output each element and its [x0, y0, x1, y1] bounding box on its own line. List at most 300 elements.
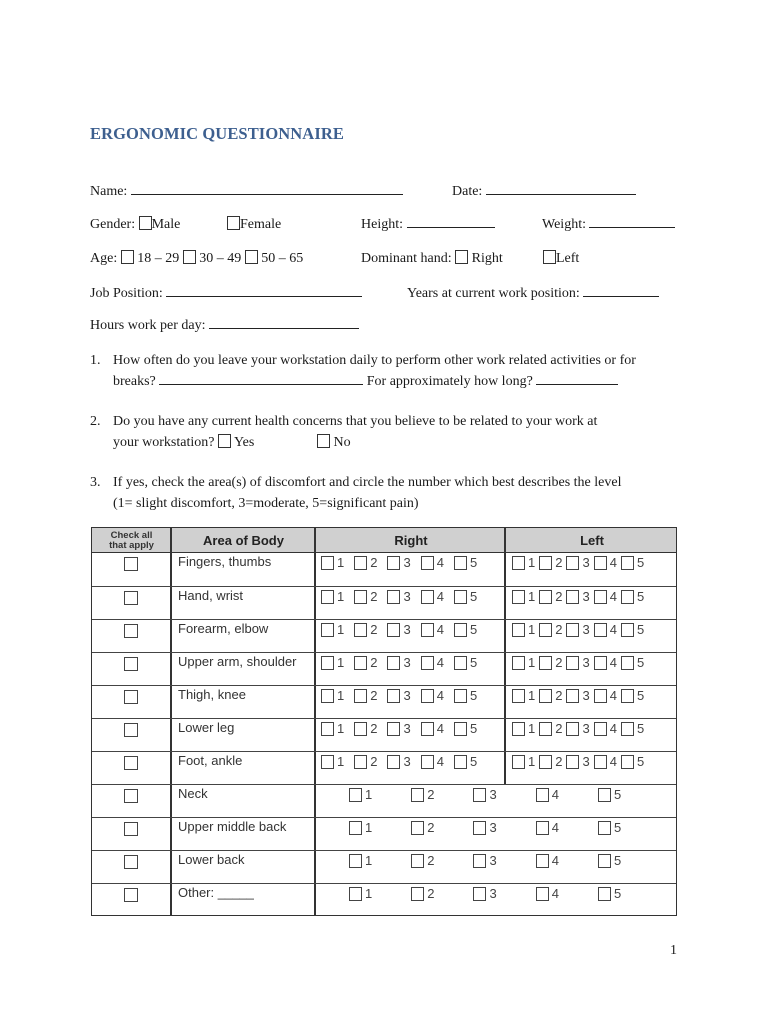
right-level-5-option[interactable] — [454, 721, 477, 736]
table-row — [92, 685, 676, 718]
left-level-1-option[interactable] — [512, 688, 535, 703]
question-1 — [90, 350, 690, 394]
level-number: 5 — [636, 688, 645, 703]
level-checkbox[interactable] — [473, 821, 486, 835]
left-scale — [512, 655, 648, 670]
level-checkbox[interactable] — [512, 755, 525, 769]
central-level-1-option[interactable] — [349, 853, 372, 868]
level-checkbox[interactable] — [512, 556, 525, 570]
level-number: 3 — [403, 589, 411, 604]
level-checkbox[interactable] — [512, 623, 525, 637]
central-level-2-option[interactable] — [411, 787, 434, 802]
level-checkbox[interactable] — [421, 590, 434, 604]
level-checkbox[interactable] — [536, 854, 549, 868]
right-level-3-option[interactable] — [387, 721, 410, 736]
name-row — [90, 183, 403, 200]
left-level-2-option[interactable] — [539, 622, 562, 637]
level-number: 3 — [489, 820, 497, 835]
level-checkbox[interactable] — [421, 722, 434, 736]
right-level-1-option[interactable] — [321, 721, 344, 736]
height-field[interactable] — [407, 216, 495, 228]
left-level-2-option[interactable] — [539, 555, 562, 570]
level-checkbox[interactable] — [473, 887, 486, 901]
right-level-1-option[interactable] — [321, 754, 344, 769]
level-checkbox[interactable] — [354, 722, 367, 736]
level-checkbox[interactable] — [387, 623, 400, 637]
age-50-65-checkbox[interactable] — [245, 250, 258, 264]
check-area-checkbox[interactable] — [124, 888, 138, 902]
level-checkbox[interactable] — [594, 656, 607, 670]
dominant-right-checkbox[interactable] — [455, 250, 468, 264]
level-checkbox[interactable] — [539, 689, 552, 703]
gender-female-checkbox[interactable] — [227, 216, 240, 230]
right-level-1-option[interactable] — [321, 622, 344, 637]
central-scale — [349, 853, 660, 868]
level-number: 2 — [370, 622, 378, 637]
level-checkbox[interactable] — [354, 656, 367, 670]
level-number: 3 — [582, 688, 590, 703]
left-level-1-option[interactable] — [512, 555, 535, 570]
right-level-4-option[interactable] — [421, 555, 444, 570]
level-number: 4 — [609, 589, 617, 604]
level-checkbox[interactable] — [321, 755, 334, 769]
left-level-1-option[interactable] — [512, 754, 535, 769]
level-checkbox[interactable] — [421, 689, 434, 703]
level-number: 4 — [609, 754, 617, 769]
right-level-3-option[interactable] — [387, 555, 410, 570]
left-level-4-option[interactable] — [594, 688, 617, 703]
level-number: 1 — [528, 754, 536, 769]
age-50-65-label: 50 – 65 — [261, 251, 304, 266]
level-number: 2 — [555, 688, 563, 703]
level-checkbox[interactable] — [354, 590, 367, 604]
level-checkbox[interactable] — [566, 556, 579, 570]
level-checkbox[interactable] — [387, 722, 400, 736]
right-level-4-option[interactable] — [421, 622, 444, 637]
level-checkbox[interactable] — [598, 854, 611, 868]
left-level-5-option[interactable] — [621, 589, 644, 604]
header-left: Left — [580, 533, 604, 548]
level-checkbox[interactable] — [621, 755, 634, 769]
left-level-4-option[interactable] — [594, 655, 617, 670]
right-level-3-option[interactable] — [387, 688, 410, 703]
job-position-label: Job Position: — [90, 286, 163, 301]
age-18-29-checkbox[interactable] — [121, 250, 134, 264]
level-checkbox[interactable] — [349, 854, 362, 868]
right-level-2-option[interactable] — [354, 688, 377, 703]
level-number: 2 — [427, 820, 435, 835]
central-level-2-option[interactable] — [411, 820, 434, 835]
level-checkbox[interactable] — [454, 556, 467, 570]
left-level-3-option[interactable] — [566, 555, 589, 570]
central-scale — [349, 787, 660, 802]
level-checkbox[interactable] — [321, 623, 334, 637]
central-level-5-option[interactable] — [598, 820, 621, 835]
level-number: 2 — [370, 721, 378, 736]
right-scale — [321, 754, 487, 769]
right-level-5-option[interactable] — [454, 555, 477, 570]
level-checkbox[interactable] — [349, 887, 362, 901]
left-level-2-option[interactable] — [539, 754, 562, 769]
level-number: 4 — [609, 622, 617, 637]
level-checkbox[interactable] — [454, 755, 467, 769]
level-checkbox[interactable] — [594, 556, 607, 570]
years-row — [407, 285, 659, 302]
level-checkbox[interactable] — [539, 656, 552, 670]
level-number: 3 — [582, 622, 590, 637]
left-level-4-option[interactable] — [594, 754, 617, 769]
level-number: 1 — [337, 688, 345, 703]
level-number: 2 — [555, 622, 563, 637]
level-checkbox[interactable] — [349, 821, 362, 835]
header-check-all-line1: Check all — [110, 529, 153, 541]
left-scale — [512, 589, 648, 604]
level-number: 5 — [636, 721, 645, 736]
left-level-4-option[interactable] — [594, 589, 617, 604]
level-checkbox[interactable] — [454, 689, 467, 703]
hours-field[interactable] — [209, 317, 359, 329]
left-level-4-option[interactable] — [594, 555, 617, 570]
level-checkbox[interactable] — [321, 590, 334, 604]
right-level-1-option[interactable] — [321, 688, 344, 703]
left-level-3-option[interactable] — [566, 688, 589, 703]
level-checkbox[interactable] — [387, 689, 400, 703]
level-number: 2 — [555, 589, 563, 604]
right-level-4-option[interactable] — [421, 688, 444, 703]
question-1-breaks-field[interactable] — [159, 373, 363, 385]
level-number: 3 — [582, 655, 590, 670]
level-number: 1 — [337, 721, 345, 736]
dominant-hand-label: Dominant hand: — [361, 251, 452, 266]
level-checkbox[interactable] — [566, 722, 579, 736]
right-level-5-option[interactable] — [454, 622, 477, 637]
question-1-duration-field[interactable] — [536, 373, 618, 385]
central-level-5-option[interactable] — [598, 853, 621, 868]
level-checkbox[interactable] — [536, 788, 549, 802]
central-level-1-option[interactable] — [349, 886, 372, 901]
level-checkbox[interactable] — [566, 689, 579, 703]
question-3-line2: (1= slight discomfort, 3=moderate, 5=significant pain) — [113, 496, 419, 511]
check-area-checkbox[interactable] — [124, 557, 138, 571]
central-level-2-option[interactable] — [411, 886, 434, 901]
level-number: 1 — [365, 853, 373, 868]
right-level-5-option[interactable] — [454, 688, 477, 703]
right-level-5-option[interactable] — [454, 655, 477, 670]
left-level-1-option[interactable] — [512, 655, 535, 670]
level-checkbox[interactable] — [621, 689, 634, 703]
level-checkbox[interactable] — [598, 788, 611, 802]
level-checkbox[interactable] — [594, 590, 607, 604]
level-checkbox[interactable] — [621, 722, 634, 736]
right-level-3-option[interactable] — [387, 622, 410, 637]
level-checkbox[interactable] — [321, 722, 334, 736]
right-scale — [321, 622, 487, 637]
years-field[interactable] — [583, 285, 659, 297]
right-level-4-option[interactable] — [421, 589, 444, 604]
level-number: 3 — [489, 886, 497, 901]
level-checkbox[interactable] — [421, 556, 434, 570]
age-30-49-checkbox[interactable] — [183, 250, 196, 264]
central-level-5-option[interactable] — [598, 787, 621, 802]
level-checkbox[interactable] — [566, 656, 579, 670]
level-checkbox[interactable] — [411, 821, 424, 835]
question-1-breaks-label: breaks? — [113, 374, 156, 389]
level-checkbox[interactable] — [411, 788, 424, 802]
level-checkbox[interactable] — [536, 887, 549, 901]
weight-field[interactable] — [589, 216, 675, 228]
central-level-3-option[interactable] — [473, 886, 496, 901]
level-number: 4 — [609, 655, 617, 670]
right-level-3-option[interactable] — [387, 655, 410, 670]
left-level-5-option[interactable] — [621, 555, 644, 570]
table-row — [92, 784, 676, 817]
check-area-checkbox[interactable] — [124, 657, 138, 671]
level-checkbox[interactable] — [454, 656, 467, 670]
level-number: 3 — [403, 754, 411, 769]
central-level-4-option[interactable] — [536, 886, 559, 901]
right-level-5-option[interactable] — [454, 589, 477, 604]
level-checkbox[interactable] — [566, 590, 579, 604]
level-number: 2 — [427, 787, 435, 802]
level-checkbox[interactable] — [512, 590, 525, 604]
level-number: 4 — [436, 589, 444, 604]
level-checkbox[interactable] — [594, 722, 607, 736]
check-area-checkbox[interactable] — [124, 855, 138, 869]
check-area-checkbox[interactable] — [124, 624, 138, 638]
dominant-hand-row — [361, 250, 503, 267]
area-of-body-label: Upper middle back — [178, 819, 287, 834]
level-checkbox[interactable] — [594, 623, 607, 637]
level-checkbox[interactable] — [421, 755, 434, 769]
left-level-5-option[interactable] — [621, 754, 644, 769]
central-level-4-option[interactable] — [536, 853, 559, 868]
level-number: 1 — [365, 787, 373, 802]
level-checkbox[interactable] — [387, 755, 400, 769]
gender-male-checkbox[interactable] — [139, 216, 152, 230]
level-checkbox[interactable] — [594, 755, 607, 769]
right-level-5-option[interactable] — [454, 754, 477, 769]
level-checkbox[interactable] — [387, 590, 400, 604]
right-level-1-option[interactable] — [321, 655, 344, 670]
level-checkbox[interactable] — [354, 556, 367, 570]
left-level-5-option[interactable] — [621, 655, 644, 670]
question-2-prompt: your workstation? — [113, 435, 215, 450]
central-level-5-option[interactable] — [598, 886, 621, 901]
question-2-yes-checkbox[interactable] — [218, 434, 231, 448]
level-number: 5 — [636, 622, 645, 637]
level-number: 4 — [551, 787, 559, 802]
level-checkbox[interactable] — [387, 556, 400, 570]
question-2 — [90, 411, 690, 455]
level-checkbox[interactable] — [454, 623, 467, 637]
level-checkbox[interactable] — [473, 788, 486, 802]
left-level-3-option[interactable] — [566, 589, 589, 604]
level-checkbox[interactable] — [473, 854, 486, 868]
level-number: 5 — [613, 787, 622, 802]
left-level-2-option[interactable] — [539, 721, 562, 736]
level-number: 3 — [403, 721, 411, 736]
level-checkbox[interactable] — [454, 722, 467, 736]
right-level-3-option[interactable] — [387, 754, 410, 769]
hours-label: Hours work per day: — [90, 318, 206, 333]
left-level-4-option[interactable] — [594, 622, 617, 637]
level-checkbox[interactable] — [539, 722, 552, 736]
level-checkbox[interactable] — [454, 590, 467, 604]
left-level-3-option[interactable] — [566, 721, 589, 736]
check-area-checkbox[interactable] — [124, 591, 138, 605]
right-level-3-option[interactable] — [387, 589, 410, 604]
right-level-2-option[interactable] — [354, 555, 377, 570]
level-number: 1 — [365, 820, 373, 835]
level-checkbox[interactable] — [539, 556, 552, 570]
right-level-2-option[interactable] — [354, 655, 377, 670]
level-checkbox[interactable] — [512, 722, 525, 736]
job-position-field[interactable] — [166, 285, 362, 297]
question-1-line1: How often do you leave your workstation daily to perform other work related activities or for — [113, 353, 636, 368]
level-checkbox[interactable] — [621, 623, 634, 637]
level-checkbox[interactable] — [598, 887, 611, 901]
table-row — [92, 553, 676, 586]
check-area-checkbox[interactable] — [124, 822, 138, 836]
right-scale — [321, 555, 487, 570]
level-checkbox[interactable] — [354, 689, 367, 703]
level-checkbox[interactable] — [621, 590, 634, 604]
central-level-4-option[interactable] — [536, 787, 559, 802]
level-checkbox[interactable] — [594, 689, 607, 703]
date-row — [452, 183, 636, 200]
level-number: 4 — [436, 688, 444, 703]
right-level-4-option[interactable] — [421, 754, 444, 769]
level-number: 1 — [337, 589, 345, 604]
question-2-no-checkbox[interactable] — [317, 434, 330, 448]
central-level-4-option[interactable] — [536, 820, 559, 835]
left-level-5-option[interactable] — [621, 721, 644, 736]
check-area-checkbox[interactable] — [124, 789, 138, 803]
level-checkbox[interactable] — [598, 821, 611, 835]
central-level-3-option[interactable] — [473, 787, 496, 802]
right-level-1-option[interactable] — [321, 589, 344, 604]
central-level-3-option[interactable] — [473, 820, 496, 835]
level-number: 5 — [469, 622, 478, 637]
level-number: 2 — [555, 655, 563, 670]
level-checkbox[interactable] — [354, 755, 367, 769]
check-area-checkbox[interactable] — [124, 756, 138, 770]
gender-row — [90, 216, 180, 233]
table-row — [92, 619, 676, 652]
left-level-3-option[interactable] — [566, 655, 589, 670]
left-scale — [512, 688, 648, 703]
level-checkbox[interactable] — [566, 755, 579, 769]
level-checkbox[interactable] — [539, 755, 552, 769]
left-level-3-option[interactable] — [566, 622, 589, 637]
level-checkbox[interactable] — [321, 656, 334, 670]
level-number: 1 — [528, 555, 536, 570]
question-1-duration-label: For approximately how long? — [366, 374, 533, 389]
right-level-2-option[interactable] — [354, 754, 377, 769]
left-level-1-option[interactable] — [512, 721, 535, 736]
level-checkbox[interactable] — [321, 556, 334, 570]
question-3 — [90, 472, 690, 516]
header-check-all — [92, 528, 171, 553]
level-checkbox[interactable] — [411, 854, 424, 868]
level-checkbox[interactable] — [512, 656, 525, 670]
level-checkbox[interactable] — [421, 656, 434, 670]
left-scale — [512, 754, 648, 769]
level-checkbox[interactable] — [321, 689, 334, 703]
level-checkbox[interactable] — [566, 623, 579, 637]
level-checkbox[interactable] — [349, 788, 362, 802]
level-number: 2 — [370, 555, 378, 570]
dominant-left-checkbox[interactable] — [543, 250, 556, 264]
right-level-2-option[interactable] — [354, 622, 377, 637]
right-level-4-option[interactable] — [421, 655, 444, 670]
level-number: 4 — [436, 754, 444, 769]
left-level-5-option[interactable] — [621, 622, 644, 637]
level-number: 4 — [609, 721, 617, 736]
left-level-1-option[interactable] — [512, 589, 535, 604]
level-checkbox[interactable] — [354, 623, 367, 637]
right-level-2-option[interactable] — [354, 589, 377, 604]
level-checkbox[interactable] — [411, 887, 424, 901]
central-level-1-option[interactable] — [349, 787, 372, 802]
level-number: 4 — [609, 555, 617, 570]
question-2-no-option — [317, 432, 351, 453]
left-level-2-option[interactable] — [539, 688, 562, 703]
right-scale — [321, 688, 487, 703]
years-label: Years at current work position: — [407, 286, 580, 301]
left-level-2-option[interactable] — [539, 589, 562, 604]
left-level-1-option[interactable] — [512, 622, 535, 637]
left-level-2-option[interactable] — [539, 655, 562, 670]
check-area-checkbox[interactable] — [124, 723, 138, 737]
weight-label: Weight: — [542, 217, 586, 232]
central-level-1-option[interactable] — [349, 820, 372, 835]
level-number: 5 — [636, 555, 645, 570]
level-checkbox[interactable] — [539, 590, 552, 604]
level-checkbox[interactable] — [512, 689, 525, 703]
level-checkbox[interactable] — [387, 656, 400, 670]
area-of-body-label: Other: _____ — [178, 885, 254, 900]
level-checkbox[interactable] — [539, 623, 552, 637]
left-level-4-option[interactable] — [594, 721, 617, 736]
area-of-body-label: Thigh, knee — [178, 687, 246, 702]
central-level-2-option[interactable] — [411, 853, 434, 868]
gender-female-option — [227, 216, 281, 233]
name-field[interactable] — [131, 183, 403, 195]
table-row — [92, 586, 676, 619]
level-number: 2 — [427, 886, 435, 901]
right-level-1-option[interactable] — [321, 555, 344, 570]
level-number: 3 — [582, 589, 590, 604]
central-level-3-option[interactable] — [473, 853, 496, 868]
right-level-2-option[interactable] — [354, 721, 377, 736]
discomfort-table — [91, 527, 677, 916]
table-row — [92, 850, 676, 883]
gender-male-label: Male — [151, 217, 181, 232]
left-level-5-option[interactable] — [621, 688, 644, 703]
level-checkbox[interactable] — [536, 821, 549, 835]
left-level-3-option[interactable] — [566, 754, 589, 769]
check-area-checkbox[interactable] — [124, 690, 138, 704]
level-checkbox[interactable] — [621, 556, 634, 570]
level-checkbox[interactable] — [621, 656, 634, 670]
right-scale — [321, 655, 487, 670]
question-2-line2 — [113, 432, 254, 453]
date-field[interactable] — [486, 183, 636, 195]
dominant-left-option — [543, 250, 579, 267]
level-checkbox[interactable] — [421, 623, 434, 637]
right-level-4-option[interactable] — [421, 721, 444, 736]
